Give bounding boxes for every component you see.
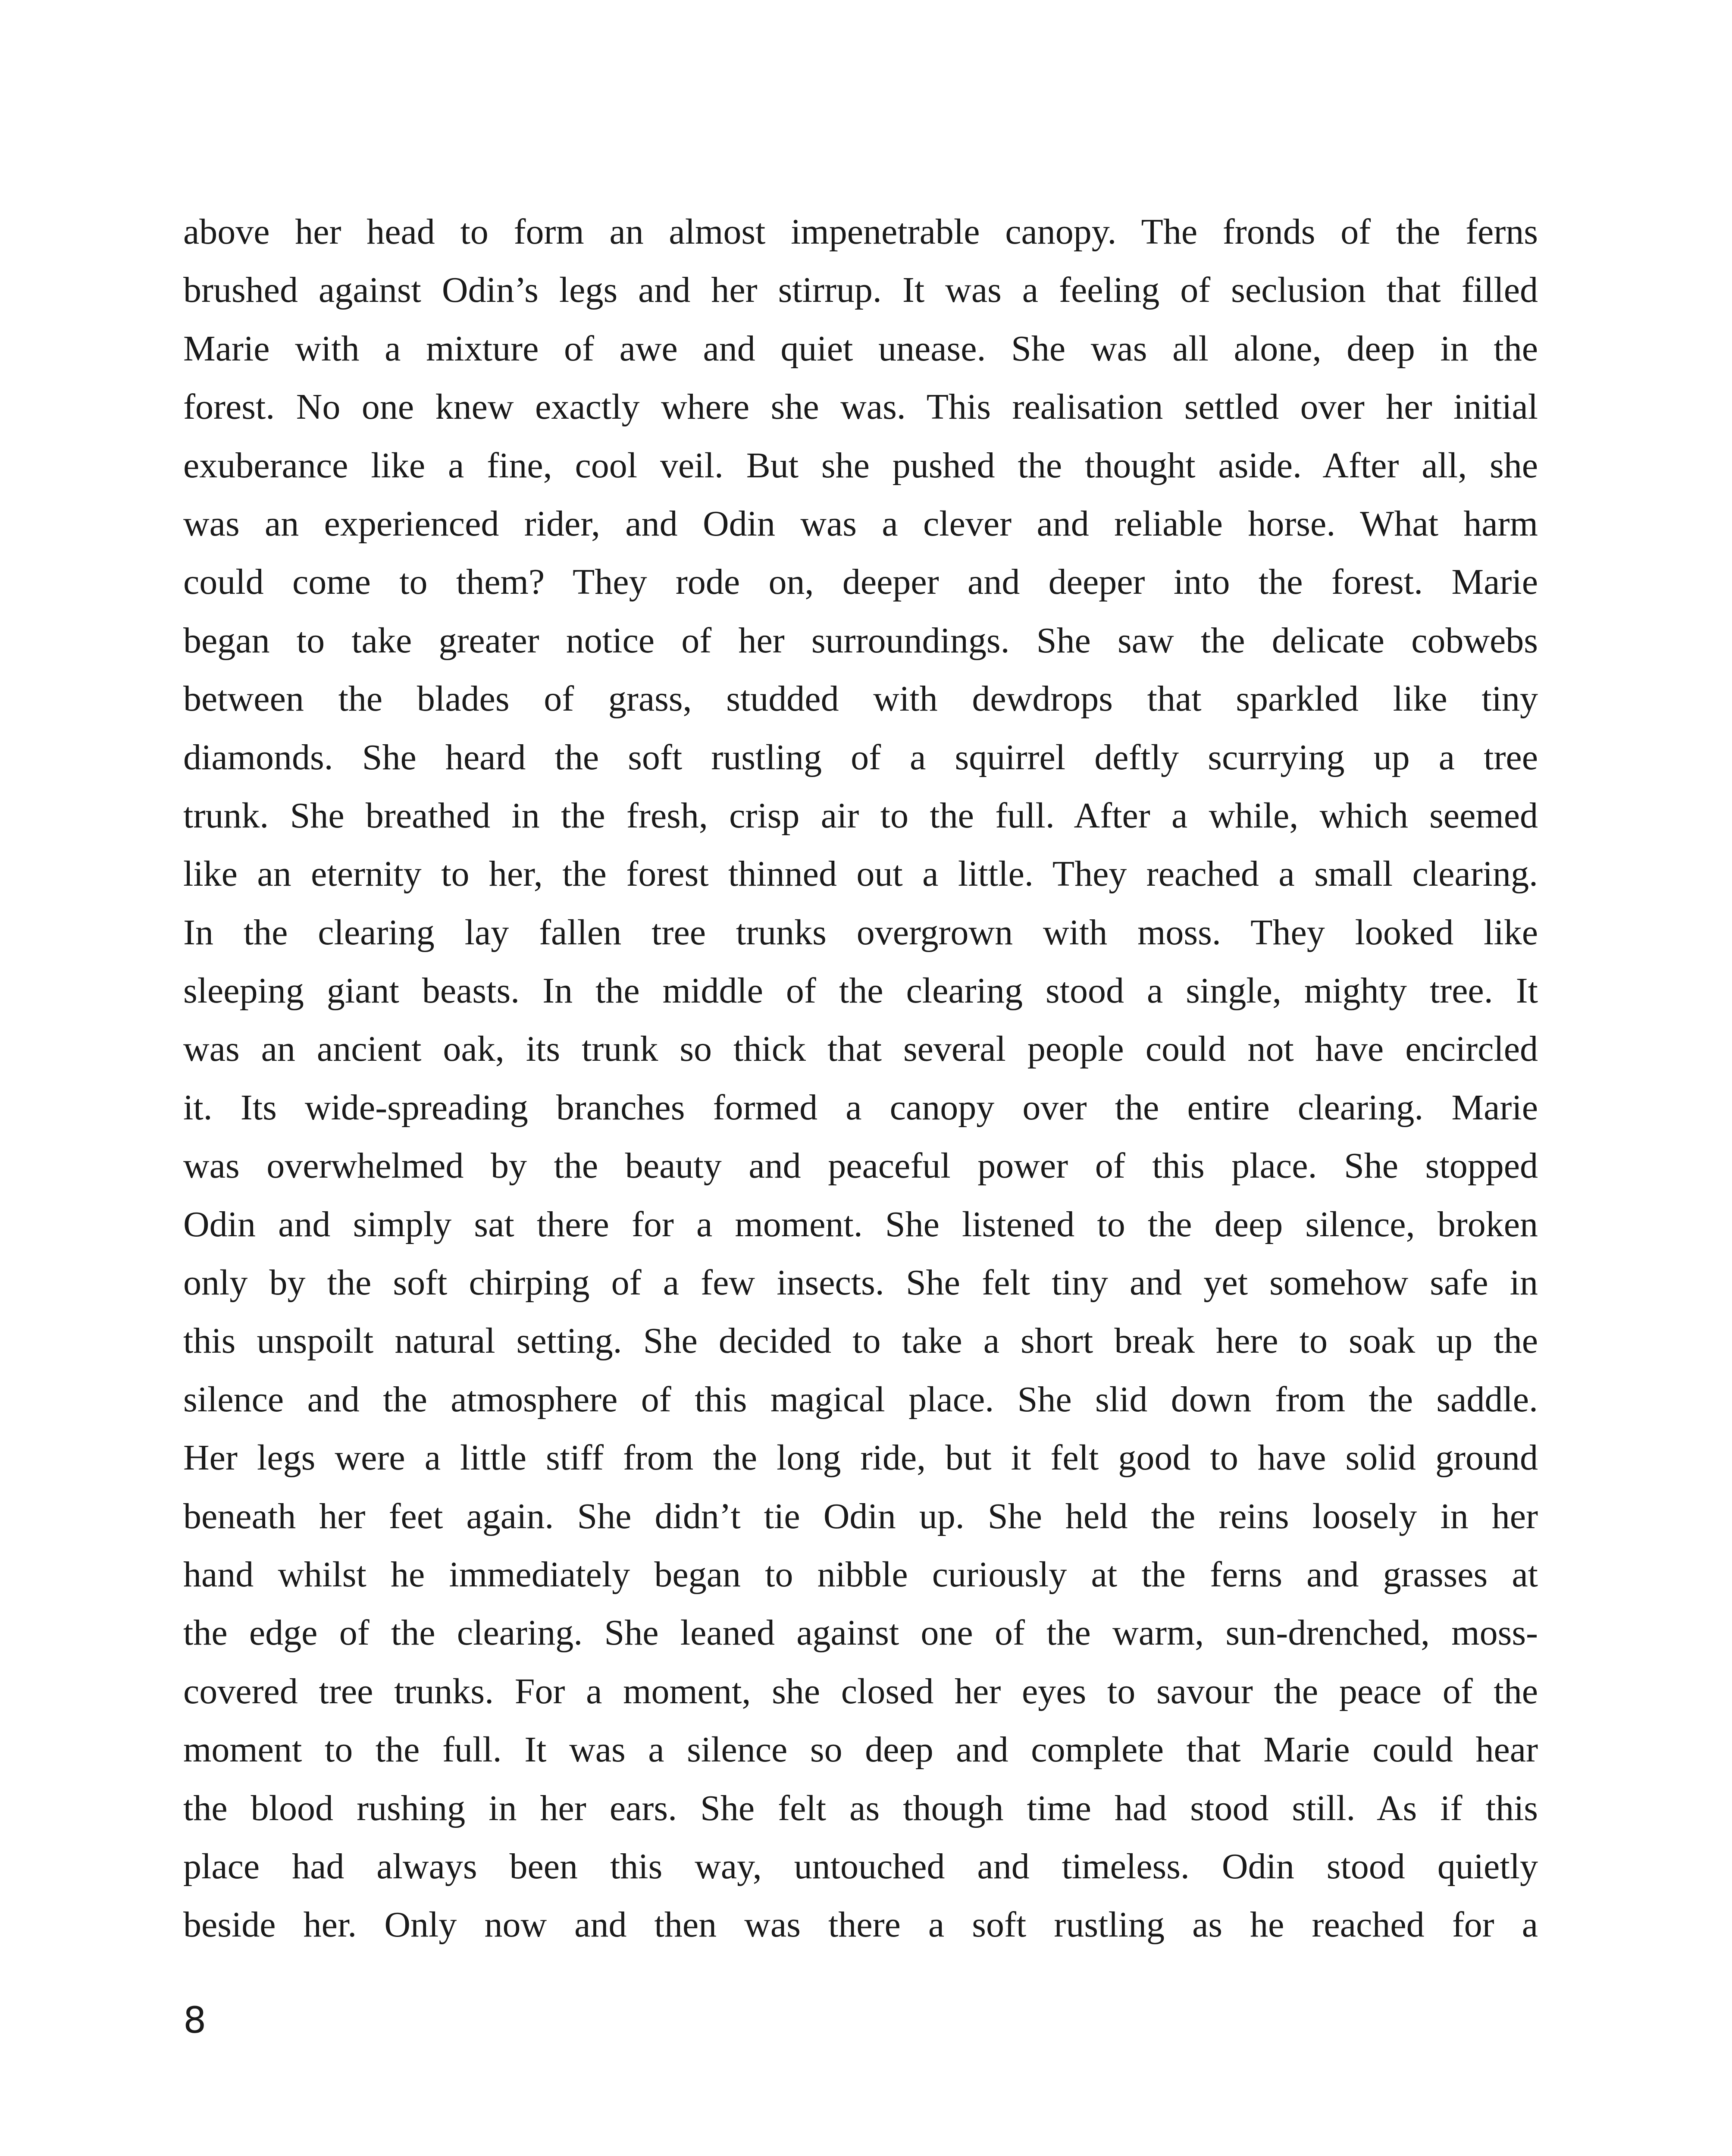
text-line: brushed against Odin’s legs and her stirrup. It was a feeling of seclusion that filled xyxy=(183,270,1538,310)
text-line: diamonds. She heard the soft rustling of a squirrel deftly scurrying up a tree xyxy=(183,737,1538,777)
text-line: it. Its wide-spreading branches formed a canopy over the entire clearing. Marie xyxy=(183,1087,1538,1128)
text-line: place had always been this way, untouched and timeless. Odin stood quietly xyxy=(183,1846,1538,1887)
text-line: In the clearing lay fallen tree trunks overgrown with moss. They looked like xyxy=(183,912,1538,953)
text-line: forest. No one knew exactly where she was. This realisation settled over her initial xyxy=(183,387,1538,427)
text-line: this unspoilt natural setting. She decided to take a short break here to soak up the xyxy=(183,1321,1538,1361)
text-line: only by the soft chirping of a few insects. She felt tiny and yet somehow safe in xyxy=(183,1263,1538,1303)
text-line: the blood rushing in her ears. She felt as though time had stood still. As if this xyxy=(183,1788,1538,1828)
text-line: trunk. She breathed in the fresh, crisp air to the full. After a while, which seemed xyxy=(183,795,1538,836)
text-line: sleeping giant beasts. In the middle of the clearing stood a single, mighty tree. It xyxy=(183,971,1538,1011)
text-line: Marie with a mixture of awe and quiet unease. She was all alone, deep in the xyxy=(183,328,1538,369)
text-line: moment to the full. It was a silence so deep and complete that Marie could hear xyxy=(183,1730,1538,1770)
body-text xyxy=(183,203,1538,1954)
text-line: was overwhelmed by the beauty and peaceful power of this place. She stopped xyxy=(183,1146,1538,1186)
text-line: began to take greater notice of her surroundings. She saw the delicate cobwebs xyxy=(183,620,1538,661)
text-line: Odin and simply sat there for a moment. She listened to the deep silence, broken xyxy=(183,1204,1538,1244)
text-line: silence and the atmosphere of this magical place. She slid down from the saddle. xyxy=(183,1379,1538,1420)
text-line: like an eternity to her, the forest thinned out a little. They reached a small clearing. xyxy=(183,854,1538,894)
text-line: the edge of the clearing. She leaned against one of the warm, sun-drenched, moss- xyxy=(183,1613,1538,1653)
text-line: above her head to form an almost impenetrable canopy. The fronds of the ferns xyxy=(183,212,1538,252)
page-number: 8 xyxy=(183,1999,207,2041)
text-line: beside her. Only now and then was there a soft rustling as he reached for a xyxy=(183,1905,1538,1945)
text-line: was an ancient oak, its trunk so thick that several people could not have encircled xyxy=(183,1029,1538,1069)
text-line: Her legs were a little stiff from the long ride, but it felt good to have solid ground xyxy=(183,1438,1538,1478)
text-line: exuberance like a fine, cool veil. But she pushed the thought aside. After all, she xyxy=(183,445,1538,486)
text-line: was an experienced rider, and Odin was a clever and reliable horse. What harm xyxy=(183,503,1538,544)
text-line: hand whilst he immediately began to nibble curiously at the ferns and grasses at xyxy=(183,1554,1538,1595)
text-line: covered tree trunks. For a moment, she closed her eyes to savour the peace of the xyxy=(183,1671,1538,1711)
text-line: could come to them? They rode on, deeper and deeper into the forest. Marie xyxy=(183,562,1538,602)
text-line: beneath her feet again. She didn’t tie Odin up. She held the reins loosely in her xyxy=(183,1496,1538,1536)
text-line: between the blades of grass, studded with dewdrops that sparkled like tiny xyxy=(183,679,1538,719)
